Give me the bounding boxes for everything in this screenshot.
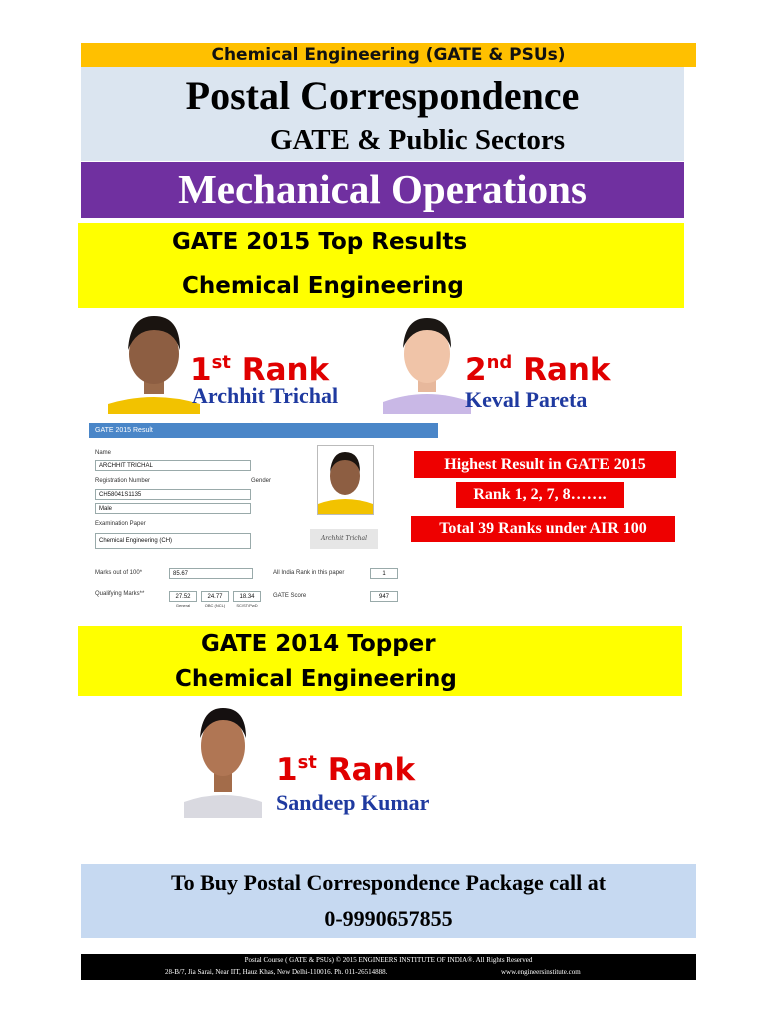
reg-value: CH58041S1135	[95, 489, 251, 500]
gender-value: Male	[95, 503, 251, 514]
name-value: ARCHHIT TRICHAL	[95, 460, 251, 471]
footer	[81, 954, 696, 980]
name-label: Name	[95, 450, 112, 456]
topper-2014-photo	[184, 702, 262, 818]
phone-number: 0-9990657855	[324, 906, 453, 931]
marks-value: 85.67	[169, 568, 253, 579]
signature-image: Archhit Trichal	[310, 529, 378, 549]
topper-1-name: Archhit Trichal	[192, 383, 339, 408]
qual-cat-general: General	[175, 603, 191, 608]
footer-website: www.engineersinstitute.com	[501, 968, 581, 976]
footer-copyright: Postal Course ( GATE & PSUs) © 2015 ENGINEERS INSTITUTE OF INDIA®. All Rights Reserved	[244, 956, 533, 964]
air-label: All India Rank in this paper	[273, 570, 345, 576]
paper-label: Examination Paper	[95, 521, 146, 527]
topper-1-rank: 1st Rank	[190, 352, 330, 388]
result-card-header: GATE 2015 Result	[89, 423, 438, 438]
topper-2014-rank: 1st Rank	[276, 752, 416, 788]
gate-2015-heading: GATE 2015 Top Results	[172, 229, 468, 255]
topper-2014-name: Sandeep Kumar	[276, 790, 430, 815]
person-silhouette-icon	[108, 312, 200, 414]
qual-cat-obc: OBC (NCL)	[204, 603, 226, 608]
qual-obc: 24.77	[201, 591, 229, 602]
highlight-badge: Rank 1, 2, 7, 8…….	[456, 482, 624, 508]
score-value: 947	[370, 591, 398, 602]
topper-2-name: Keval Pareta	[465, 387, 588, 412]
footer-address: 28-B/7, Jia Sarai, Near IIT, Hauz Khas, New Delhi-110016. Ph. 011-26514888.	[165, 968, 388, 976]
result-card	[89, 423, 438, 613]
score-label: GATE Score	[273, 593, 307, 599]
qualifying-label: Qualifying Marks**	[95, 591, 145, 597]
page-title: Postal Correspondence	[185, 73, 580, 118]
topper-2-rank: 2nd Rank	[465, 352, 611, 388]
gate-2014-heading: GATE 2014 Topper	[201, 631, 436, 657]
highlight-badge: Total 39 Ranks under AIR 100	[411, 516, 675, 542]
paper-value: Chemical Engineering (CH)	[95, 533, 251, 549]
air-value: 1	[370, 568, 398, 579]
marks-label: Marks out of 100*	[95, 570, 143, 576]
page-subtitle: GATE & Public Sectors	[269, 124, 566, 156]
top-banner: Chemical Engineering (GATE & PSUs)	[81, 43, 696, 67]
gate-2014-branch: Chemical Engineering	[175, 666, 457, 692]
topper-2-photo	[383, 312, 471, 414]
qual-cat-sc: SC/ST/PwD	[236, 603, 258, 608]
highlight-badge: Highest Result in GATE 2015	[414, 451, 676, 478]
gate-2015-branch: Chemical Engineering	[182, 273, 464, 299]
qual-sc: 18.34	[233, 591, 261, 602]
card-candidate-photo	[317, 445, 374, 515]
reg-label: Registration Number	[95, 478, 151, 484]
subject-title: Mechanical Operations	[178, 166, 587, 212]
person-silhouette-icon	[184, 702, 262, 818]
qual-general: 27.52	[169, 591, 197, 602]
topper-1-photo	[108, 312, 200, 414]
person-silhouette-icon	[318, 446, 373, 514]
buy-text: To Buy Postal Correspondence Package call at	[170, 870, 607, 895]
person-silhouette-icon	[383, 312, 471, 414]
gender-label: Gender	[251, 478, 272, 484]
